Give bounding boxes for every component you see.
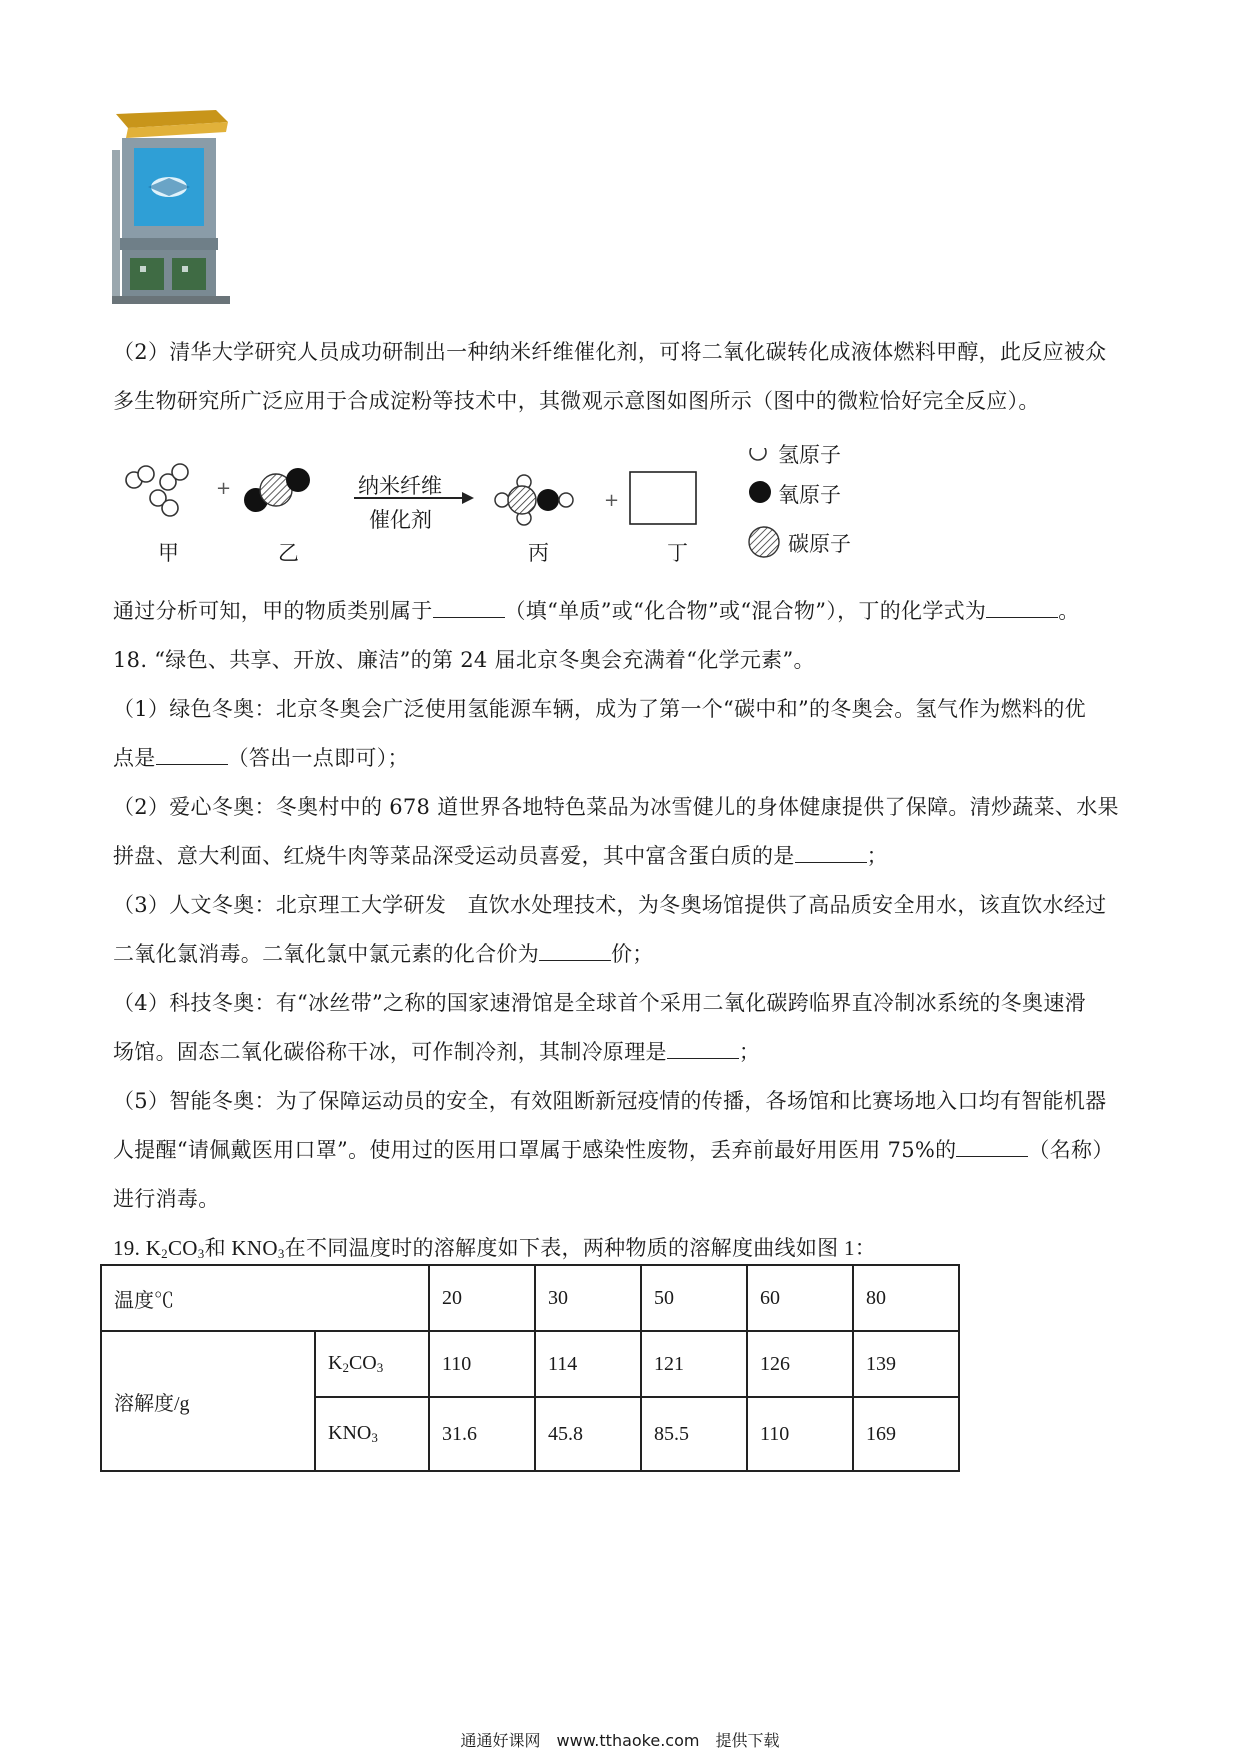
legend-oxygen: 氧原子 (778, 483, 841, 507)
hydrogen-legend-icon (750, 448, 766, 460)
k2co3-value-cell: 110 (429, 1331, 535, 1397)
q17-part2-line2: 多生物研究所广泛应用于合成淀粉等技术中，其微观示意图如图所示（图中的微粒恰好完全反应）。 (113, 389, 1040, 413)
k2co3-name-cell: $K_2CO_3$ (315, 1331, 429, 1397)
q18-p5-line3: 进行消毒。 (113, 1187, 220, 1211)
q18-p2-line2: 拼盘、意大利面、红烧牛肉等菜品深受运动员喜爱，其中富含蛋白质的是 ； (113, 844, 888, 868)
legend-hydrogen: 氢原子 (778, 443, 841, 467)
q18-p1-line1: （1）绿色冬奥：北京冬奥会广泛使用氢能源车辆，成为了第一个“碳中和”的冬奥会。氢气作为燃料的优 (113, 697, 1086, 721)
q18-p3-line2: 二氧化氯消毒。二氧化氯中氯元素的化合价为 价； (113, 942, 654, 966)
kiosk-illustration (112, 110, 230, 306)
q18-p4-line1: （4）科技冬奥：有“冰丝带”之称的国家速滑馆是全球首个采用二氧化碳跨临界直冷制冰系统的冬奥速滑 (113, 991, 1086, 1015)
answer-blank-2[interactable] (986, 599, 1058, 618)
q19-intro: 19. $K_2CO_3$和 $KNO_3$在不同温度时的溶解度如下表，两种物质的溶解度曲线如图 1： (113, 1236, 877, 1261)
legend-carbon: 碳原子 (788, 532, 851, 556)
solubility-table (100, 1264, 960, 1472)
q18-intro: 18. “绿色、共享、开放、廉洁”的第 24 届北京冬奥会充满着“化学元素”。 (113, 648, 815, 672)
jia-molecules (126, 464, 188, 516)
temp-cell: 80 (853, 1265, 959, 1331)
k2co3-value-cell: 114 (535, 1331, 641, 1397)
bing-molecule (495, 475, 573, 525)
solubility-header-cell: 溶解度/g (101, 1331, 315, 1471)
table-row-temperature (101, 1265, 959, 1331)
temp-header-cell: 温度℃ (101, 1265, 429, 1331)
q18-p2-line1: （2）爱心冬奥：冬奥村中的 678 道世界各地特色菜品为冰雪健儿的身体健康提供了保障。清炒蔬菜、水果 (113, 795, 1119, 819)
catalyst-top-label: 纳米纤维 (358, 474, 442, 498)
temp-cell: 30 (535, 1265, 641, 1331)
yi-molecule (244, 468, 310, 512)
carbon-legend-icon (749, 527, 779, 557)
temp-cell: 20 (429, 1265, 535, 1331)
answer-blank-q18-4[interactable] (667, 1040, 739, 1059)
kno3-value-cell: 31.6 (429, 1397, 535, 1471)
kno3-value-cell: 169 (853, 1397, 959, 1471)
answer-blank-q18-1[interactable] (156, 746, 228, 765)
q18-p3-line1: （3）人文冬奥：北京理工大学研发 直饮水处理技术，为冬奥场馆提供了高品质安全用水，该直饮水经过 (113, 893, 1107, 917)
kno3-name-cell: $KNO_3$ (315, 1397, 429, 1471)
k2co3-value-cell: 121 (641, 1331, 747, 1397)
oxygen-legend-icon (749, 481, 771, 503)
svg-text:+: + (604, 490, 620, 511)
catalyst-bottom-label: 催化剂 (369, 508, 432, 532)
answer-blank-q18-3[interactable] (539, 942, 611, 961)
kno3-value-cell: 110 (747, 1397, 853, 1471)
k2co3-value-cell: 139 (853, 1331, 959, 1397)
q17-answer-line: 通过分析可知，甲的物质类别属于 （填“单质”或“化合物”或“混合物”），丁的化学式为 。 (113, 599, 1080, 623)
answer-blank-1[interactable] (433, 599, 505, 618)
kno3-value-cell: 45.8 (535, 1397, 641, 1471)
answer-blank-q18-2[interactable] (795, 844, 867, 863)
q18-p5-line1: （5）智能冬奥：为了保障运动员的安全，有效阻断新冠疫情的传播，各场馆和比赛场地入口均有智能机器 (113, 1089, 1107, 1113)
page-footer: 通通好课网 www.tthaoke.com 提供下载 (460, 1731, 780, 1750)
label-yi: 乙 (278, 541, 299, 565)
k2co3-value-cell: 126 (747, 1331, 853, 1397)
kno3-value-cell: 85.5 (641, 1397, 747, 1471)
label-bing: 丙 (528, 541, 549, 565)
q18-p1-line2: 点是 （答出一点即可）； (113, 746, 409, 770)
table-row-k2co3 (101, 1331, 959, 1397)
temp-cell: 60 (747, 1265, 853, 1331)
svg-text:+: + (216, 478, 232, 499)
label-ding: 丁 (667, 541, 688, 565)
label-jia: 甲 (158, 541, 179, 565)
q17-part2-line1: （2）清华大学研究人员成功研制出一种纳米纤维催化剂，可将二氧化碳转化成液体燃料甲醇，此反应被众 (113, 340, 1107, 364)
answer-blank-q18-5[interactable] (956, 1138, 1028, 1157)
reaction-diagram (118, 448, 868, 566)
ding-box (630, 472, 696, 524)
temp-cell: 50 (641, 1265, 747, 1331)
q18-p5-line2: 人提醒“请佩戴医用口罩”。使用过的医用口罩属于感染性废物，丢弃前最好用医用 75%的 （名称） (113, 1138, 1114, 1162)
q18-p4-line2: 场馆。固态二氧化碳俗称干冰，可作制冷剂，其制冷原理是 ； (113, 1040, 761, 1064)
